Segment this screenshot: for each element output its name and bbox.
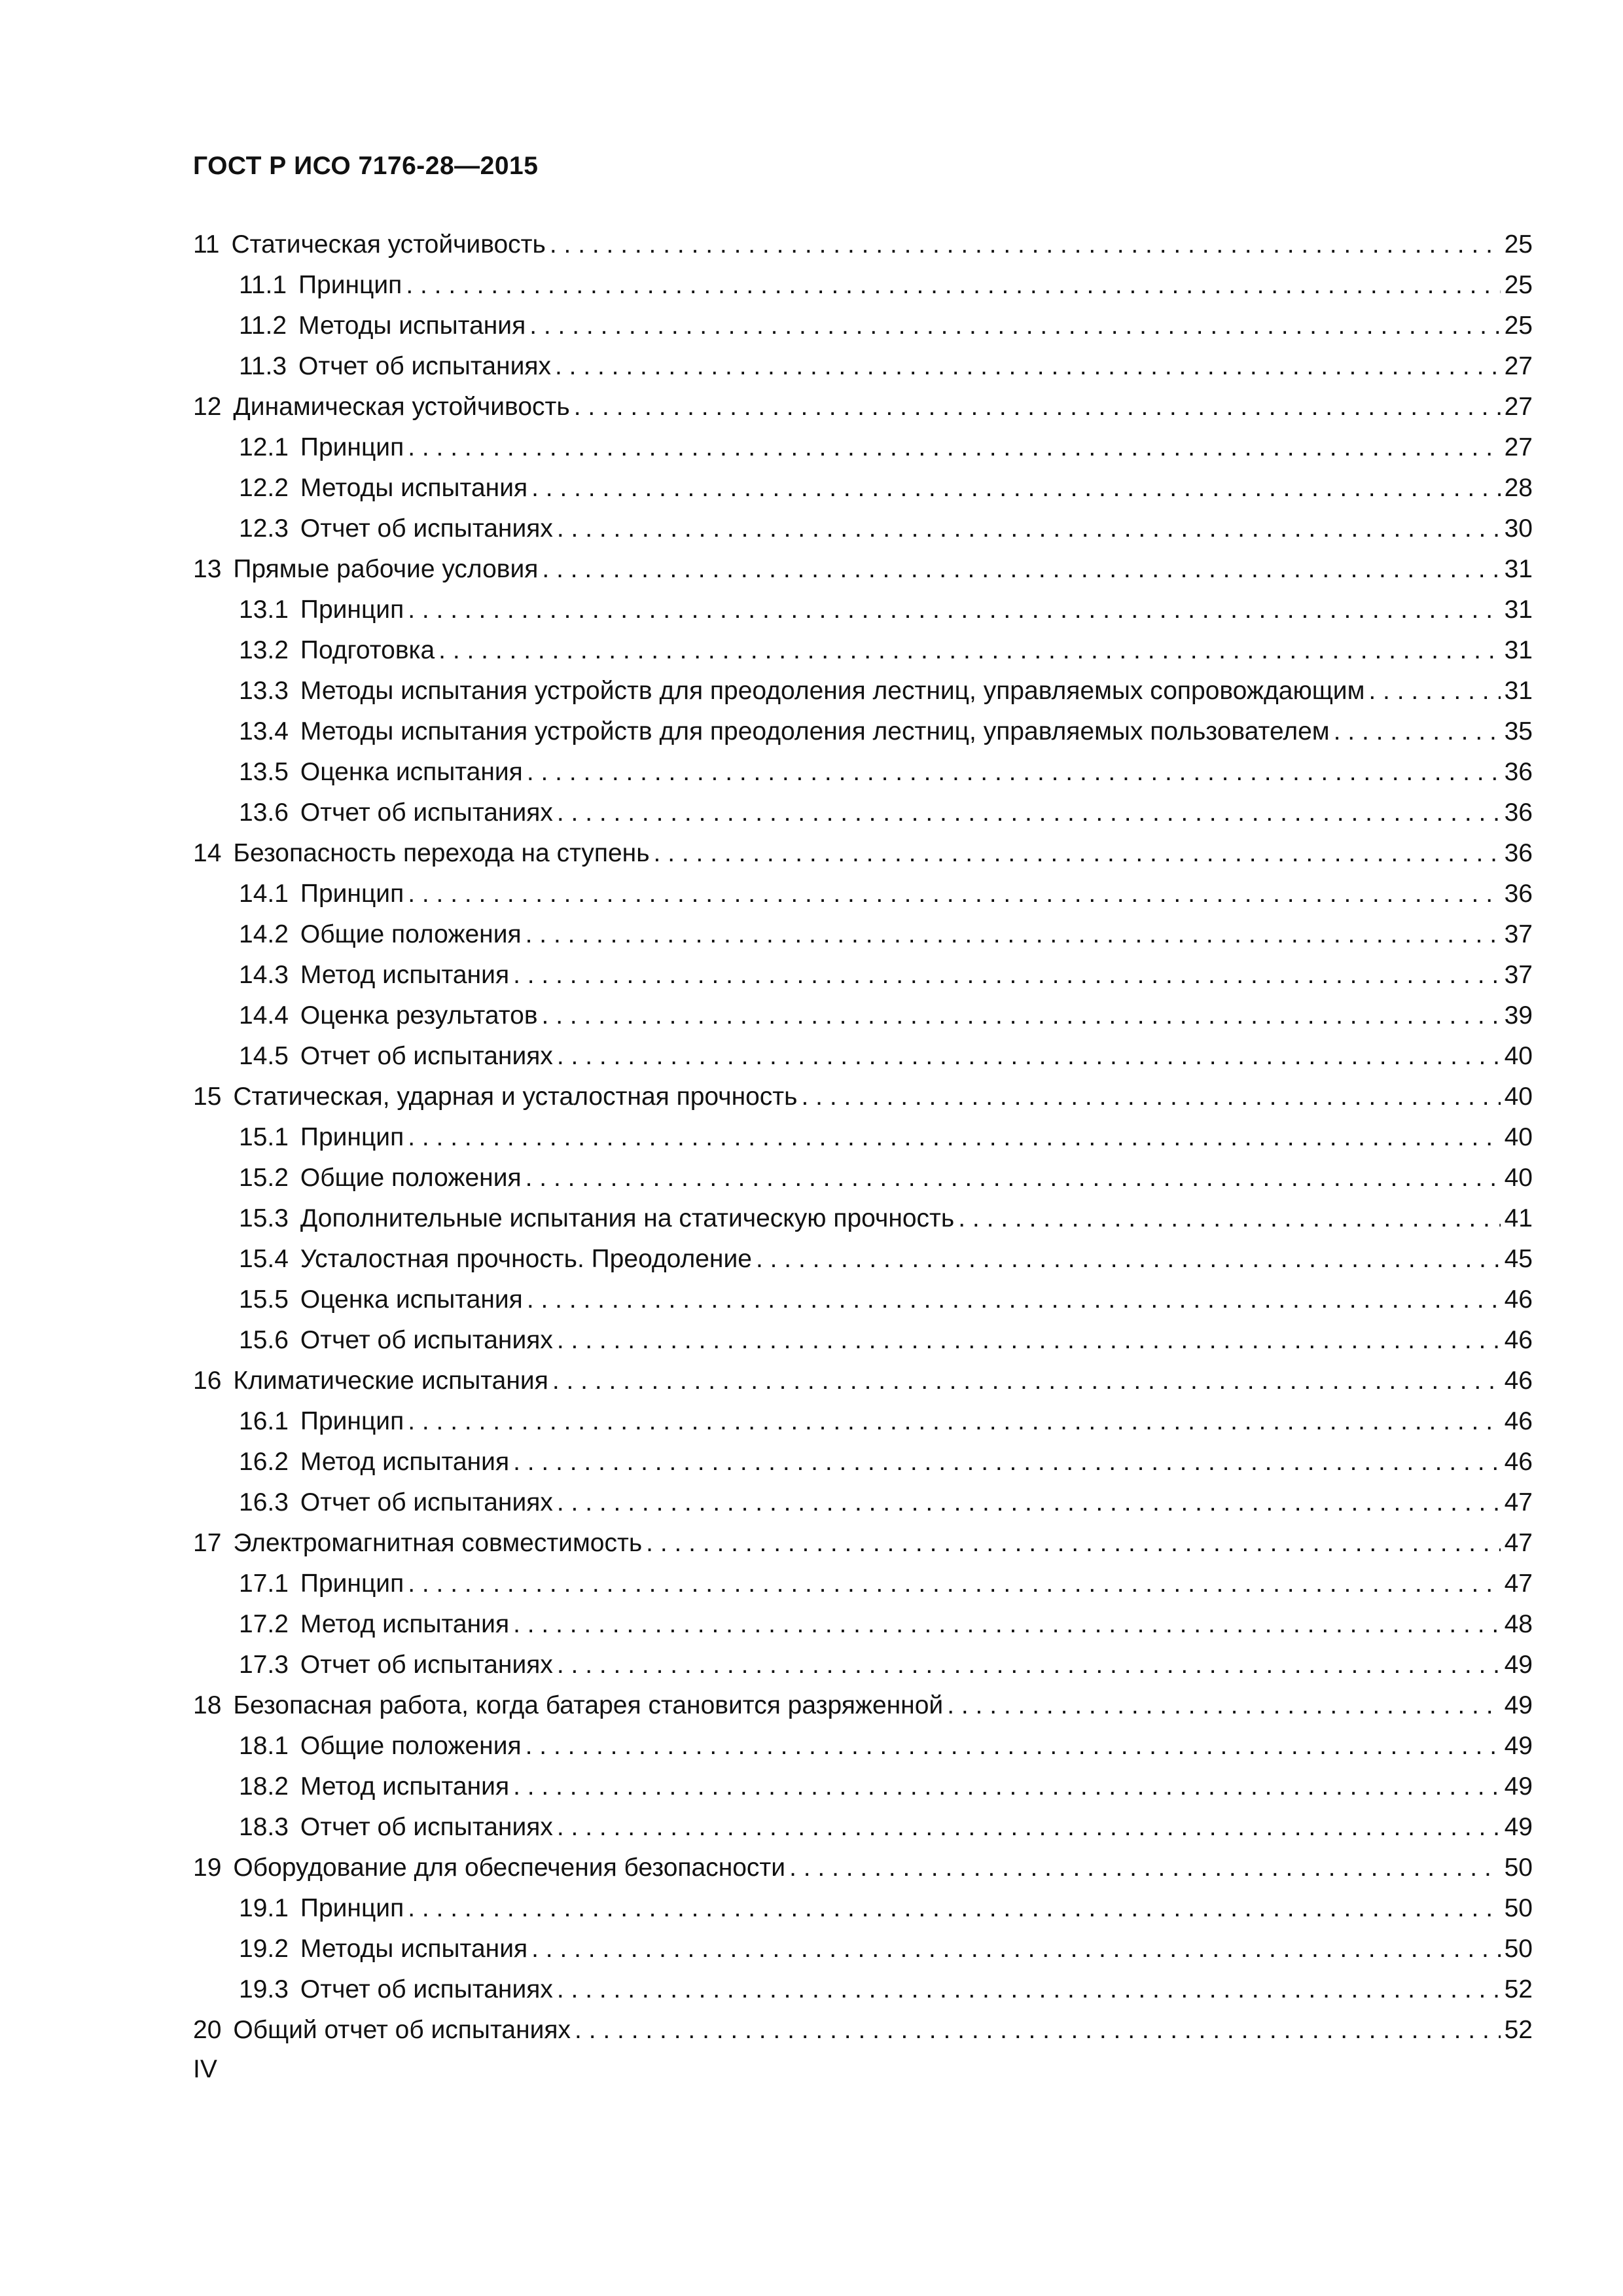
dot-leader (557, 1482, 1501, 1523)
dot-leader (542, 549, 1500, 590)
toc-entry-number: 17.2 (239, 1610, 289, 1638)
toc-entry-number: 20 (193, 2016, 222, 2044)
toc-entry-page: 36 (1504, 880, 1533, 908)
toc-entry-number: 15.1 (239, 1123, 289, 1151)
toc-entry-page: 46 (1504, 1285, 1533, 1314)
toc-entry-title: Принцип (300, 1123, 404, 1151)
dot-leader (406, 265, 1500, 306)
toc-entry-page: 50 (1504, 1854, 1533, 1882)
toc-entry-page: 31 (1504, 677, 1533, 705)
toc-entry-page: 35 (1504, 717, 1533, 745)
toc-entry-page: 47 (1504, 1570, 1533, 1598)
toc-entry-title: Отчет об испытаниях (300, 1042, 553, 1070)
toc-entry-title: Электромагнитная совместимость (233, 1529, 643, 1557)
toc-section[interactable] (193, 1361, 1533, 1401)
toc-entry-page: 52 (1504, 2016, 1533, 2044)
dot-leader (557, 1036, 1501, 1077)
dot-leader (408, 1564, 1500, 1604)
dot-leader (513, 1604, 1501, 1645)
dot-leader (531, 468, 1501, 509)
toc-section[interactable] (193, 1523, 1533, 1564)
toc-section[interactable] (193, 1077, 1533, 1117)
toc-entry-title: Методы испытания (300, 474, 528, 502)
toc-entry-title: Прямые рабочие условия (233, 555, 539, 583)
toc-entry-title: Оценка испытания (300, 758, 523, 786)
toc-subsection[interactable] (193, 630, 1533, 671)
toc-entry-page: 47 (1504, 1529, 1533, 1557)
dot-leader (557, 1969, 1501, 2010)
dot-leader (947, 1685, 1500, 1726)
toc-entry-title: Динамическая устойчивость (233, 393, 570, 421)
toc-subsection[interactable] (193, 1969, 1533, 2010)
toc-entry-page: 31 (1504, 636, 1533, 664)
toc-subsection[interactable] (193, 793, 1533, 833)
toc-entry-page: 47 (1504, 1488, 1533, 1516)
toc-entry-page: 40 (1504, 1164, 1533, 1192)
dot-leader (527, 1280, 1501, 1320)
toc-entry-number: 18.2 (239, 1772, 289, 1801)
toc-section[interactable] (193, 2010, 1533, 2051)
dot-leader (408, 427, 1500, 468)
toc-subsection[interactable] (193, 1239, 1533, 1280)
dot-leader (513, 1767, 1501, 1807)
dot-leader (557, 509, 1501, 549)
toc-subsection[interactable] (193, 1442, 1533, 1482)
toc-entry-number: 13.3 (239, 677, 289, 705)
toc-entry-title: Отчет об испытаниях (300, 514, 553, 543)
toc-entry-title: Методы испытания (298, 312, 526, 340)
toc-entry-number: 18.3 (239, 1813, 289, 1841)
toc-entry-page: 46 (1504, 1367, 1533, 1395)
toc-entry-title: Метод испытания (300, 1610, 510, 1638)
toc-entry-title: Подготовка (300, 636, 435, 664)
toc-entry-number: 15.4 (239, 1245, 289, 1273)
toc-entry-number: 12 (193, 393, 222, 421)
toc-section[interactable] (193, 224, 1533, 265)
toc-entry-title: Отчет об испытаниях (298, 352, 551, 380)
toc-subsection[interactable] (193, 1564, 1533, 1604)
toc-entry-page: 40 (1504, 1042, 1533, 1070)
toc-subsection[interactable] (193, 1401, 1533, 1442)
dot-leader (557, 793, 1501, 833)
toc-entry-number: 14.1 (239, 880, 289, 908)
toc-entry-number: 18.1 (239, 1732, 289, 1760)
toc-subsection[interactable] (193, 955, 1533, 996)
toc-entry-title: Принцип (300, 433, 404, 461)
toc-entry-number: 11.1 (239, 271, 287, 299)
toc-entry-number: 13 (193, 555, 222, 583)
toc-entry-title: Статическая, ударная и усталостная прочность (233, 1083, 798, 1111)
toc-entry-title: Принцип (300, 880, 404, 908)
toc-entry-title: Отчет об испытаниях (300, 1326, 553, 1354)
toc-entry-title: Климатические испытания (233, 1367, 548, 1395)
toc-entry-number: 19.1 (239, 1894, 289, 1922)
toc-entry-page: 48 (1504, 1610, 1533, 1638)
dot-leader (1368, 671, 1500, 711)
dot-leader (557, 1645, 1501, 1685)
document-header: ГОСТ Р ИСО 7176-28—2015 (193, 152, 539, 180)
toc-entry-number: 19.2 (239, 1935, 289, 1963)
toc-subsection[interactable] (193, 509, 1533, 549)
toc-subsection[interactable] (193, 346, 1533, 387)
dot-leader (555, 346, 1501, 387)
toc-entry-title: Общий отчет об испытаниях (233, 2016, 571, 2044)
toc-entry-title: Принцип (300, 1407, 404, 1435)
toc-entry-title: Принцип (298, 271, 402, 299)
toc-entry-number: 17 (193, 1529, 222, 1557)
toc-entry-number: 13.2 (239, 636, 289, 664)
toc-section[interactable] (193, 1685, 1533, 1726)
toc-entry-title: Отчет об испытаниях (300, 1975, 553, 2003)
dot-leader (513, 955, 1501, 996)
toc-entry-number: 17.3 (239, 1651, 289, 1679)
toc-subsection[interactable] (193, 1767, 1533, 1807)
dot-leader (550, 224, 1501, 265)
toc-entry-page: 27 (1504, 433, 1533, 461)
toc-entry-number: 15.5 (239, 1285, 289, 1314)
dot-leader (557, 1807, 1501, 1848)
toc-entry-page: 52 (1504, 1975, 1533, 2003)
table-of-contents (193, 224, 1533, 2051)
toc-entry-title: Безопасная работа, когда батарея становится разряженной (233, 1691, 944, 1719)
toc-subsection[interactable] (193, 1604, 1533, 1645)
dot-leader (529, 306, 1500, 346)
toc-entry-title: Дополнительные испытания на статическую прочность (300, 1204, 955, 1232)
toc-entry-page: 46 (1504, 1448, 1533, 1476)
dot-leader (958, 1198, 1500, 1239)
toc-entry-title: Принцип (300, 1570, 404, 1598)
toc-entry-page: 36 (1504, 839, 1533, 867)
toc-entry-page: 28 (1504, 474, 1533, 502)
toc-entry-number: 14 (193, 839, 222, 867)
toc-subsection[interactable] (193, 1888, 1533, 1929)
toc-entry-title: Отчет об испытаниях (300, 1651, 553, 1679)
toc-entry-title: Метод испытания (300, 1772, 510, 1801)
toc-subsection[interactable] (193, 1482, 1533, 1523)
dot-leader (557, 1320, 1501, 1361)
toc-subsection[interactable] (193, 265, 1533, 306)
toc-entry-number: 11.2 (239, 312, 287, 340)
toc-entry-page: 36 (1504, 798, 1533, 827)
toc-entry-page: 40 (1504, 1083, 1533, 1111)
toc-entry-title: Общие положения (300, 1164, 522, 1192)
toc-subsection[interactable] (193, 1036, 1533, 1077)
toc-subsection[interactable] (193, 996, 1533, 1036)
toc-subsection[interactable] (193, 590, 1533, 630)
toc-entry-page: 25 (1504, 230, 1533, 259)
toc-entry-page: 37 (1504, 961, 1533, 989)
toc-entry-title: Метод испытания (300, 961, 510, 989)
toc-entry-title: Общие положения (300, 1732, 522, 1760)
dot-leader (574, 387, 1501, 427)
toc-entry-number: 13.1 (239, 596, 289, 624)
toc-entry-title: Отчет об испытаниях (300, 1813, 553, 1841)
toc-entry-title: Оценка результатов (300, 1001, 538, 1030)
toc-subsection[interactable] (193, 1645, 1533, 1685)
dot-leader (575, 2010, 1501, 2051)
toc-entry-title: Методы испытания устройств для преодоления лестниц, управляемых сопровождающим (300, 677, 1365, 705)
toc-entry-page: 49 (1504, 1772, 1533, 1801)
dot-leader (527, 752, 1501, 793)
toc-entry-page: 49 (1504, 1732, 1533, 1760)
dot-leader (654, 833, 1501, 874)
toc-entry-number: 12.3 (239, 514, 289, 543)
dot-leader (646, 1523, 1500, 1564)
toc-entry-page: 49 (1504, 1691, 1533, 1719)
dot-leader (408, 1117, 1500, 1158)
dot-leader (408, 590, 1500, 630)
toc-entry-title: Методы испытания устройств для преодоления лестниц, управляемых пользователем (300, 717, 1330, 745)
dot-leader (1334, 711, 1501, 752)
toc-entry-title: Принцип (300, 1894, 404, 1922)
toc-entry-title: Общие положения (300, 920, 522, 948)
dot-leader (408, 1401, 1500, 1442)
toc-entry-page: 37 (1504, 920, 1533, 948)
toc-entry-number: 13.4 (239, 717, 289, 745)
toc-entry-number: 15.2 (239, 1164, 289, 1192)
toc-entry-page: 25 (1504, 271, 1533, 299)
dot-leader (756, 1239, 1501, 1280)
dot-leader (408, 1888, 1500, 1929)
toc-entry-number: 16.3 (239, 1488, 289, 1516)
dot-leader (802, 1077, 1501, 1117)
toc-entry-number: 18 (193, 1691, 222, 1719)
toc-entry-page: 50 (1504, 1894, 1533, 1922)
toc-entry-page: 27 (1504, 352, 1533, 380)
toc-entry-title: Методы испытания (300, 1935, 528, 1963)
toc-entry-number: 15.3 (239, 1204, 289, 1232)
toc-entry-number: 16.1 (239, 1407, 289, 1435)
toc-subsection[interactable] (193, 1807, 1533, 1848)
toc-entry-page: 46 (1504, 1407, 1533, 1435)
toc-entry-number: 13.5 (239, 758, 289, 786)
toc-entry-number: 13.6 (239, 798, 289, 827)
toc-entry-title: Метод испытания (300, 1448, 510, 1476)
toc-section[interactable] (193, 833, 1533, 874)
toc-entry-title: Отчет об испытаниях (300, 798, 553, 827)
toc-entry-page: 25 (1504, 312, 1533, 340)
dot-leader (408, 874, 1500, 914)
toc-entry-number: 11.3 (239, 352, 287, 380)
toc-subsection[interactable] (193, 914, 1533, 955)
toc-subsection[interactable] (193, 1117, 1533, 1158)
toc-entry-number: 16.2 (239, 1448, 289, 1476)
toc-subsection[interactable] (193, 1158, 1533, 1198)
toc-entry-number: 15 (193, 1083, 222, 1111)
toc-subsection[interactable] (193, 874, 1533, 914)
dot-leader (526, 1726, 1501, 1767)
toc-entry-number: 15.6 (239, 1326, 289, 1354)
toc-section[interactable] (193, 387, 1533, 427)
toc-entry-page: 39 (1504, 1001, 1533, 1030)
toc-entry-page: 36 (1504, 758, 1533, 786)
toc-entry-title: Статическая устойчивость (231, 230, 546, 259)
toc-entry-page: 40 (1504, 1123, 1533, 1151)
toc-section[interactable] (193, 1848, 1533, 1888)
toc-entry-number: 12.1 (239, 433, 289, 461)
toc-entry-number: 14.3 (239, 961, 289, 989)
toc-entry-number: 11 (193, 230, 220, 259)
dot-leader (438, 630, 1500, 671)
toc-entry-number: 12.2 (239, 474, 289, 502)
toc-entry-title: Безопасность перехода на ступень (233, 839, 650, 867)
toc-entry-title: Принцип (300, 596, 404, 624)
dot-leader (542, 996, 1501, 1036)
toc-entry-number: 16 (193, 1367, 222, 1395)
toc-entry-page: 31 (1504, 555, 1533, 583)
toc-subsection[interactable] (193, 711, 1533, 752)
dot-leader (526, 914, 1501, 955)
toc-entry-number: 14.2 (239, 920, 289, 948)
toc-entry-page: 49 (1504, 1813, 1533, 1841)
dot-leader (526, 1158, 1501, 1198)
dot-leader (789, 1848, 1501, 1888)
toc-subsection[interactable] (193, 1726, 1533, 1767)
toc-subsection[interactable] (193, 671, 1533, 711)
toc-entry-page: 30 (1504, 514, 1533, 543)
toc-entry-number: 17.1 (239, 1570, 289, 1598)
dot-leader (531, 1929, 1501, 1969)
toc-entry-number: 19 (193, 1854, 222, 1882)
toc-entry-title: Усталостная прочность. Преодоление (300, 1245, 752, 1273)
toc-entry-number: 19.3 (239, 1975, 289, 2003)
toc-entry-title: Отчет об испытаниях (300, 1488, 553, 1516)
toc-subsection[interactable] (193, 1198, 1533, 1239)
toc-entry-page: 41 (1504, 1204, 1533, 1232)
toc-subsection[interactable] (193, 1280, 1533, 1320)
toc-entry-title: Оборудование для обеспечения безопасности (233, 1854, 786, 1882)
toc-subsection[interactable] (193, 1320, 1533, 1361)
toc-subsection[interactable] (193, 306, 1533, 346)
toc-subsection[interactable] (193, 468, 1533, 509)
toc-entry-page: 49 (1504, 1651, 1533, 1679)
toc-entry-number: 14.5 (239, 1042, 289, 1070)
page-number: IV (193, 2055, 217, 2083)
toc-subsection[interactable] (193, 1929, 1533, 1969)
toc-entry-page: 27 (1504, 393, 1533, 421)
toc-subsection[interactable] (193, 427, 1533, 468)
toc-entry-number: 14.4 (239, 1001, 289, 1030)
dot-leader (513, 1442, 1501, 1482)
toc-subsection[interactable] (193, 752, 1533, 793)
toc-entry-page: 31 (1504, 596, 1533, 624)
toc-entry-page: 46 (1504, 1326, 1533, 1354)
dot-leader (552, 1361, 1501, 1401)
toc-entry-page: 50 (1504, 1935, 1533, 1963)
toc-entry-title: Оценка испытания (300, 1285, 523, 1314)
toc-entry-page: 45 (1504, 1245, 1533, 1273)
toc-section[interactable] (193, 549, 1533, 590)
